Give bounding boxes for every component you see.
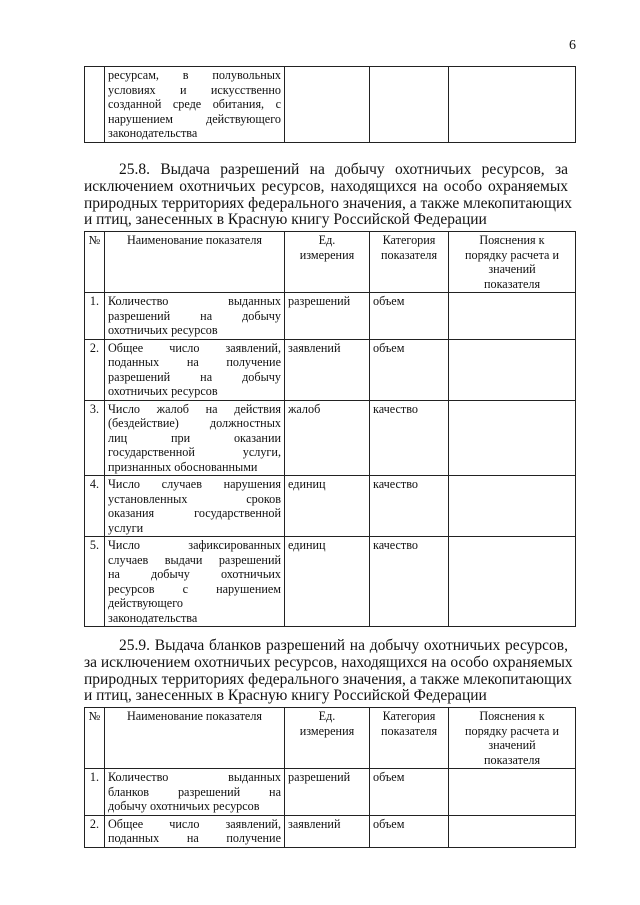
section-25-9-heading (84, 637, 573, 705)
heading-line: и птиц, занесенных в Красную книгу Российской Федерации (84, 687, 487, 705)
cell-line: ресурсам, в полувольных (108, 68, 281, 82)
cell-line: установленных сроков (108, 491, 281, 506)
header-line: порядку расчета и (464, 247, 560, 262)
indicator-name-cell (105, 537, 285, 627)
category-cell (370, 67, 449, 143)
header-line: показателя (483, 752, 541, 767)
row-number-cell: 4. (85, 476, 105, 537)
cell-line: на добычу охотничьих (108, 567, 281, 581)
cell-line: Количество выданных (108, 770, 281, 784)
cell-line: охотничьих ресурсов (108, 323, 218, 337)
category-cell: объем (370, 815, 449, 847)
header-line: Ед. (318, 709, 336, 723)
cell-line: действующего (108, 596, 183, 610)
cell-line: Общее число заявлений, (108, 340, 281, 355)
table-header-row (85, 708, 576, 769)
header-line: показателя (380, 723, 438, 738)
notes-cell (449, 537, 576, 627)
heading-line: за исключением охотничьих ресурсов, находящихся на особо охраняемых (84, 653, 573, 671)
header-notes (449, 708, 576, 769)
cell-line: лиц при оказании (108, 430, 281, 445)
cell-line: нарушением действующего (108, 111, 281, 126)
table-row (85, 815, 576, 847)
notes-cell (449, 769, 576, 816)
row-number-cell: 3. (85, 400, 105, 476)
cell-line: созданной среде обитания, с (108, 97, 281, 111)
header-unit (285, 232, 370, 293)
notes-cell (449, 476, 576, 537)
row-number-cell: 2. (85, 339, 105, 400)
header-num: № (85, 232, 105, 293)
heading-line: 25.8. Выдача разрешений на добычу охотничьих ресурсов, за (119, 161, 568, 178)
heading-line: 25.9. Выдача бланков разрешений на добычу охотничьих ресурсов, (119, 637, 568, 654)
section-25-8-heading (84, 161, 572, 229)
unit-cell: заявлений (285, 339, 370, 400)
page-number: 6 (569, 38, 576, 53)
table-row (85, 769, 576, 816)
unit-cell: разрешений (285, 293, 370, 340)
notes-cell (449, 815, 576, 847)
table-header-row (85, 232, 576, 293)
row-number-cell: 2. (85, 815, 105, 847)
cell-line: признанных обоснованными (108, 459, 258, 474)
header-name: Наименование показателя (105, 708, 285, 769)
header-notes (449, 232, 576, 293)
header-line: значений (488, 738, 536, 752)
table-row (85, 339, 576, 400)
cell-line: охотничьих ресурсов (108, 384, 218, 398)
category-cell: объем (370, 339, 449, 400)
row-number-cell: 1. (85, 769, 105, 816)
notes-cell (449, 400, 576, 476)
category-cell: качество (370, 537, 449, 627)
cell-line: Общее число заявлений, (108, 816, 281, 831)
header-line: Ед. (318, 233, 336, 247)
header-line: порядку расчета и (464, 723, 560, 738)
header-line: Категория (382, 709, 436, 723)
row-number-cell: 1. (85, 293, 105, 340)
cell-line: (бездействие) должностных (108, 416, 281, 430)
header-name: Наименование показателя (105, 232, 285, 293)
heading-line: и птиц, занесенных в Красную книгу Российской Федерации (84, 211, 487, 229)
category-cell: объем (370, 769, 449, 816)
indicator-name-cell (105, 293, 285, 340)
category-cell: качество (370, 476, 449, 537)
table-row (85, 537, 576, 627)
notes-cell (449, 67, 576, 143)
indicator-name-cell (105, 67, 285, 143)
cell-line: услуги (108, 520, 144, 535)
header-num: № (85, 708, 105, 769)
cell-line: бланков разрешений на (108, 784, 281, 799)
unit-cell: жалоб (285, 400, 370, 476)
cell-line: ресурсов с нарушением (108, 581, 281, 596)
heading-line: природных территориях федерального значения, а также млекопитающих (84, 670, 572, 688)
table-25-8 (84, 231, 576, 627)
cell-line: государственной услуги, (108, 445, 281, 459)
header-line: Категория (382, 233, 436, 247)
indicator-name-cell (105, 476, 285, 537)
header-line: Пояснения к (479, 233, 545, 247)
table-row (85, 293, 576, 340)
header-line: показателя (483, 276, 541, 291)
unit-cell (285, 67, 370, 143)
indicator-name-cell (105, 815, 285, 847)
unit-cell: единиц (285, 537, 370, 627)
table-row (85, 400, 576, 476)
header-unit (285, 708, 370, 769)
unit-cell: заявлений (285, 815, 370, 847)
cell-line: оказания государственной (108, 506, 281, 520)
cell-line: законодательства (108, 610, 198, 625)
header-category (370, 232, 449, 293)
header-line: значений (488, 262, 536, 276)
header-line: показателя (380, 247, 438, 262)
table-row (85, 67, 576, 143)
row-number-cell (85, 67, 105, 143)
indicator-name-cell (105, 769, 285, 816)
unit-cell: разрешений (285, 769, 370, 816)
cell-line: Число жалоб на действия (108, 401, 281, 416)
continuation-table (84, 66, 576, 143)
unit-cell: единиц (285, 476, 370, 537)
header-line: измерения (299, 723, 355, 738)
cell-line: разрешений на добычу (108, 308, 281, 323)
category-cell: объем (370, 293, 449, 340)
cell-line: Число зафиксированных (108, 538, 281, 552)
cell-line: законодательства (108, 126, 198, 140)
header-line: Пояснения к (479, 709, 545, 723)
cell-line: поданных на получение (108, 831, 281, 845)
heading-line: исключением охотничьих ресурсов, находящихся на особо охраняемых (84, 177, 568, 195)
header-category (370, 708, 449, 769)
indicator-name-cell (105, 339, 285, 400)
cell-line: случаев выдачи разрешений (108, 552, 281, 567)
cell-line: добычу охотничьих ресурсов (108, 799, 260, 813)
cell-line: условиях и искусственно (108, 82, 281, 97)
indicator-name-cell (105, 400, 285, 476)
cell-line: Число случаев нарушения (108, 477, 281, 491)
cell-line: разрешений на добычу (108, 369, 281, 384)
notes-cell (449, 293, 576, 340)
table-25-9 (84, 707, 576, 848)
category-cell: качество (370, 400, 449, 476)
notes-cell (449, 339, 576, 400)
header-line: измерения (299, 247, 355, 262)
table-row (85, 476, 576, 537)
heading-line: природных территориях федерального значения, а также млекопитающих (84, 194, 572, 212)
cell-line: Количество выданных (108, 294, 281, 308)
cell-line: поданных на получение (108, 355, 281, 369)
row-number-cell: 5. (85, 537, 105, 627)
